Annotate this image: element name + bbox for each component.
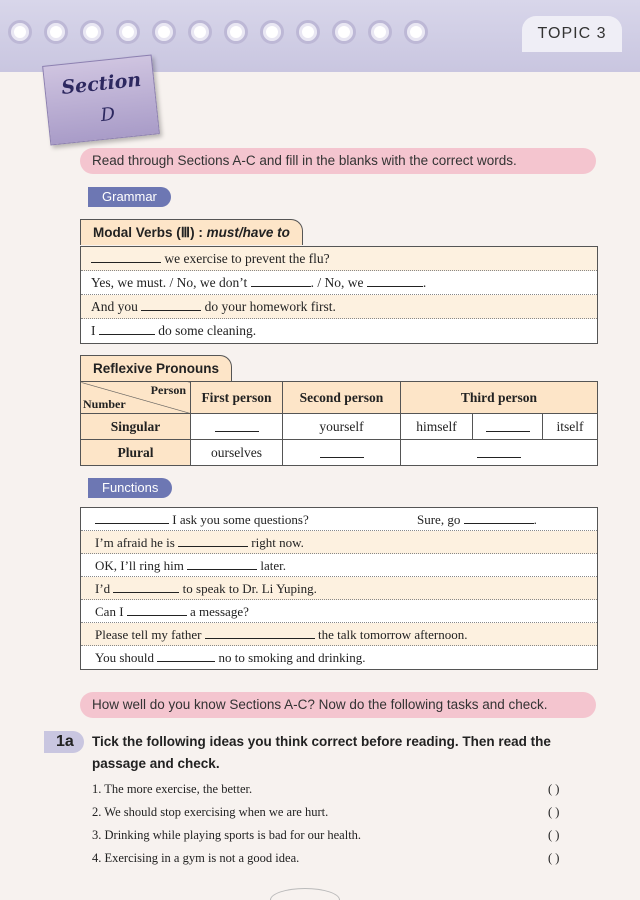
tick-box[interactable]: ( ) xyxy=(548,828,560,842)
task-item-text: 4. Exercising in a gym is not a good idea. xyxy=(92,851,300,865)
function-row xyxy=(81,623,597,646)
task-item xyxy=(92,778,592,800)
fill-blank[interactable] xyxy=(157,648,215,662)
fill-blank[interactable] xyxy=(178,533,248,547)
function-response-text: Sure, go xyxy=(417,512,464,527)
plural-second[interactable] xyxy=(283,440,401,466)
modal-title-plain: Modal Verbs (Ⅲ) : xyxy=(93,225,207,240)
function-row xyxy=(81,600,597,623)
function-response xyxy=(417,508,537,531)
fill-blank[interactable] xyxy=(95,510,169,524)
modal-row xyxy=(81,247,597,271)
modal-row xyxy=(81,319,597,343)
fill-blank[interactable] xyxy=(113,579,179,593)
section-letter: D xyxy=(99,103,117,127)
function-text: Please tell my father xyxy=(95,627,205,642)
page-number-arc xyxy=(270,888,340,900)
function-text: a message? xyxy=(186,604,249,619)
function-text: right now. xyxy=(248,535,304,550)
modal-text: do your homework first. xyxy=(201,299,336,314)
modal-text: I xyxy=(91,323,99,338)
header-third: Third person xyxy=(401,382,598,414)
corner-person: Person xyxy=(150,383,186,397)
binder-rings xyxy=(8,20,428,44)
task-item xyxy=(92,847,592,869)
modal-text: Yes, we must. / No, we don’t xyxy=(91,275,251,290)
modal-row xyxy=(81,271,597,295)
functions-box xyxy=(80,507,598,670)
section-badge xyxy=(42,54,160,145)
tick-box[interactable]: ( ) xyxy=(548,782,560,796)
corner-cell xyxy=(81,382,191,414)
topic-tab: TOPIC 3 xyxy=(522,16,622,52)
binder-ring-icon xyxy=(368,20,392,44)
fill-blank[interactable] xyxy=(367,273,423,287)
singular-first[interactable] xyxy=(191,414,283,440)
binder-ring-icon xyxy=(116,20,140,44)
binder-ring-icon xyxy=(152,20,176,44)
grammar-label: Grammar xyxy=(88,187,171,207)
task-item-text: 1. The more exercise, the better. xyxy=(92,782,253,796)
binder-ring-icon xyxy=(44,20,68,44)
modal-text: And you xyxy=(91,299,142,314)
function-text: later. xyxy=(257,558,286,573)
corner-number: Number xyxy=(83,397,126,411)
function-row xyxy=(81,508,597,531)
binder-ring-icon xyxy=(296,20,320,44)
fill-blank[interactable] xyxy=(99,321,155,335)
function-row xyxy=(81,577,597,600)
fill-blank[interactable] xyxy=(251,273,311,287)
function-text: OK, I’ll ring him xyxy=(95,558,188,573)
function-text: You should xyxy=(95,650,158,665)
modal-text: we exercise to prevent the flu? xyxy=(161,251,330,266)
singular-second: yourself xyxy=(283,414,401,440)
function-text: the talk tomorrow afternoon. xyxy=(314,627,468,642)
binder-ring-icon xyxy=(404,20,428,44)
task-item xyxy=(92,824,592,846)
fill-blank[interactable] xyxy=(91,249,161,263)
function-text: I’m afraid he is xyxy=(95,535,179,550)
task-item xyxy=(92,801,592,823)
modal-title-italic: must/have to xyxy=(206,225,290,240)
function-text: Can I xyxy=(95,604,127,619)
binder-ring-icon xyxy=(332,20,356,44)
function-row xyxy=(81,646,597,669)
function-text: I ask you some questions? xyxy=(169,512,309,527)
fill-blank[interactable] xyxy=(464,510,534,524)
singular-third-3: itself xyxy=(543,414,598,440)
fill-blank[interactable] xyxy=(127,602,187,616)
singular-third-1: himself xyxy=(401,414,473,440)
functions-label: Functions xyxy=(88,478,172,498)
singular-label: Singular xyxy=(81,414,191,440)
fill-blank[interactable] xyxy=(187,556,257,570)
modal-text: . / No, we xyxy=(310,275,367,290)
fill-blank[interactable] xyxy=(141,297,201,311)
reflexive-title: Reflexive Pronouns xyxy=(80,355,232,381)
binder-ring-icon xyxy=(188,20,212,44)
reflexive-table xyxy=(80,381,598,466)
function-text: to speak to Dr. Li Yuping. xyxy=(179,581,317,596)
plural-third[interactable] xyxy=(401,440,598,466)
plural-first: ourselves xyxy=(191,440,283,466)
function-text: no to smoking and drinking. xyxy=(215,650,366,665)
plural-label: Plural xyxy=(81,440,191,466)
header-second: Second person xyxy=(283,382,401,414)
function-row xyxy=(81,554,597,577)
modal-text: do some cleaning. xyxy=(154,323,257,338)
task-item-text: 3. Drinking while playing sports is bad for our health. xyxy=(92,828,362,842)
task-number: 1a xyxy=(44,731,84,753)
header-first: First person xyxy=(191,382,283,414)
instruction-banner-2: How well do you know Sections A-C? Now do the following tasks and check. xyxy=(80,692,596,718)
task-item-text: 2. We should stop exercising when we are hurt. xyxy=(92,805,329,819)
tick-box[interactable]: ( ) xyxy=(548,851,560,865)
binder-ring-icon xyxy=(224,20,248,44)
tick-box[interactable]: ( ) xyxy=(548,805,560,819)
modal-text: . xyxy=(422,275,427,290)
instruction-banner-1: Read through Sections A-C and fill in the blanks with the correct words. xyxy=(80,148,596,174)
singular-third-2[interactable] xyxy=(473,414,543,440)
task-instruction: Tick the following ideas you think correct before reading. Then read the passage and check. xyxy=(92,734,551,771)
binder-ring-icon xyxy=(260,20,284,44)
modal-verbs-title xyxy=(80,219,303,245)
binder-ring-icon xyxy=(8,20,32,44)
function-text: I’d xyxy=(95,581,114,596)
function-response-text: . xyxy=(533,512,537,527)
binder-ring-icon xyxy=(80,20,104,44)
function-row xyxy=(81,531,597,554)
section-word: Section xyxy=(60,68,143,99)
modal-verbs-box xyxy=(80,246,598,344)
modal-row xyxy=(81,295,597,319)
fill-blank[interactable] xyxy=(205,625,315,639)
